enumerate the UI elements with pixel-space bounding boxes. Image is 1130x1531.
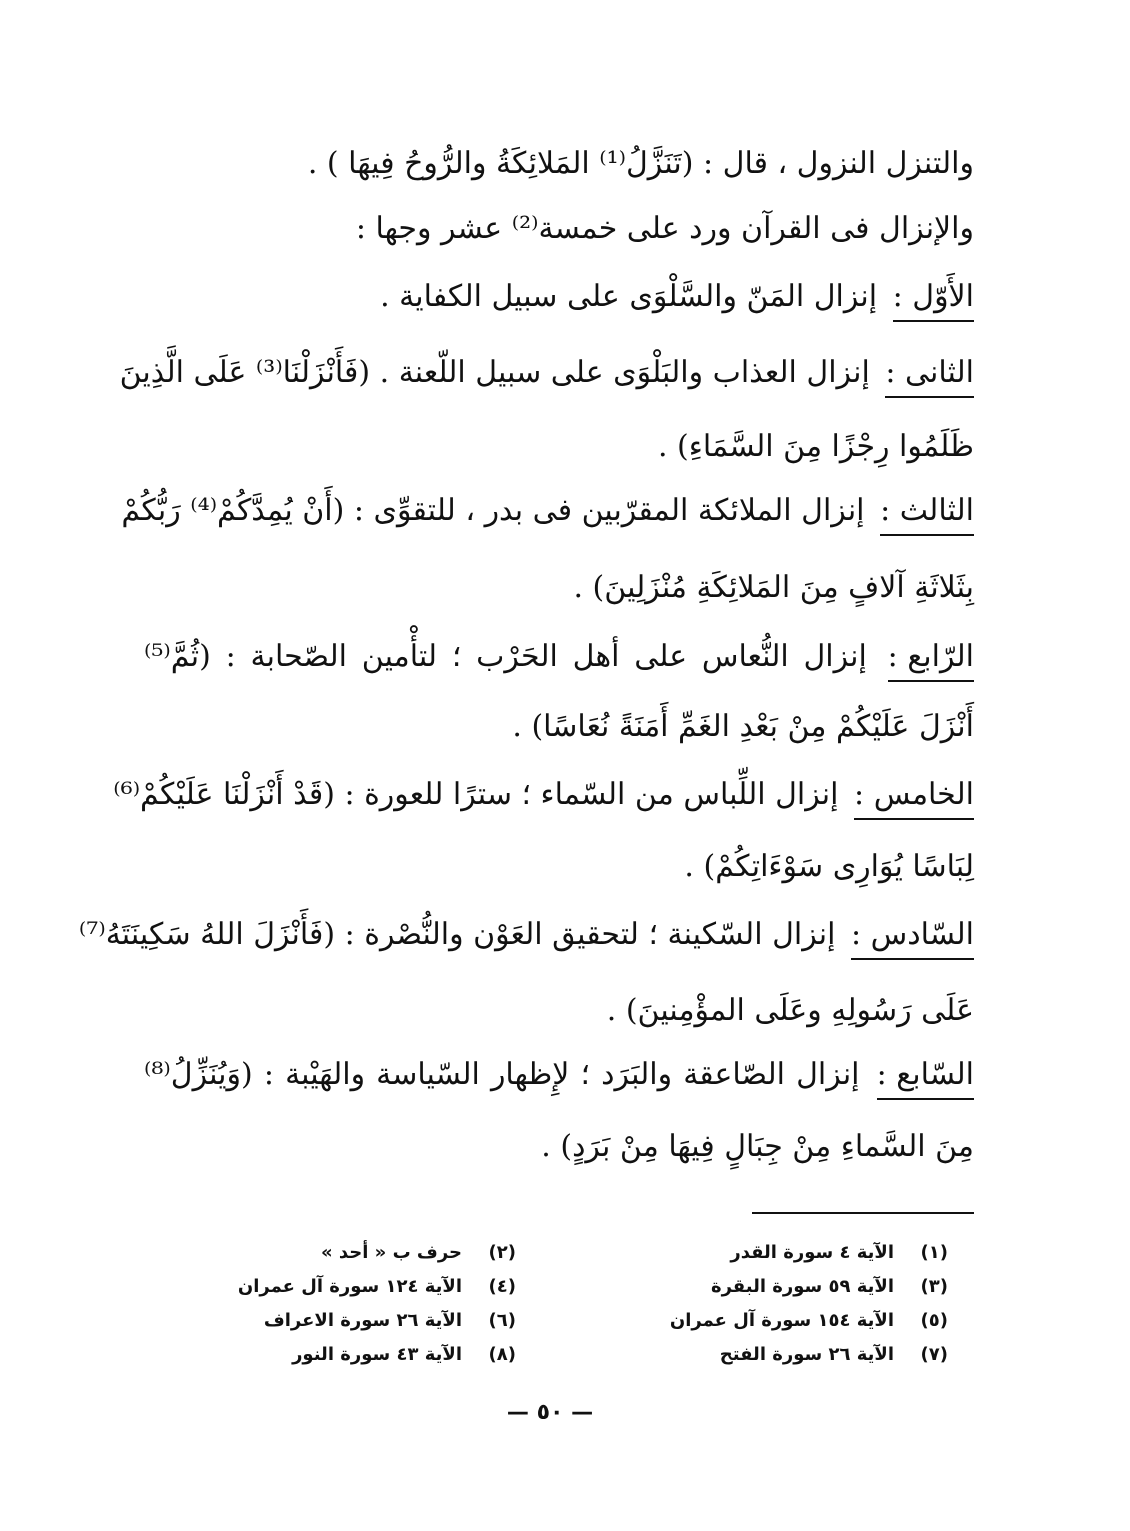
heading-first: الأَوّل : <box>893 276 974 322</box>
body-text: والإنزال فى القرآن ورد على خمسة⁽²⁾ عشر وجها : <box>355 211 974 246</box>
footnote-number: (٦) <box>488 1310 516 1331</box>
body-line-4 <box>119 352 974 398</box>
body-line-13 <box>144 990 974 1032</box>
body-text: إنزال المَنّ والسَّلْوَى على سبيل الكفاية . <box>380 279 878 314</box>
heading-fourth: الرّابع : <box>888 636 974 682</box>
body-text: إنزال اللِّباس من السّماء ؛ سترًا للعورة : (قَدْ أَنْزَلْنَا عَلَيْكُمْ⁽⁶⁾ <box>113 777 839 812</box>
body-text: ظَلَمُوا رِجْزًا مِنَ السَّمَاءِ) . <box>657 429 974 464</box>
heading-sixth: السّادس : <box>851 914 974 960</box>
footnote-1 <box>658 1240 948 1266</box>
body-text: عَلَى رَسُولِهِ وعَلَى المؤْمِنينَ) . <box>606 993 974 1028</box>
footnote-5 <box>658 1308 948 1334</box>
footnote-2 <box>196 1240 516 1266</box>
footnote-number: (٥) <box>920 1310 948 1331</box>
footnote-text: الآية ١٥٤ سورة آل عمران <box>669 1310 894 1331</box>
body-line-14 <box>144 1054 974 1100</box>
body-line-3 <box>144 276 974 322</box>
footnote-8 <box>196 1342 516 1368</box>
body-line-12 <box>78 914 974 960</box>
body-line-8 <box>144 636 974 682</box>
body-text: إنزال النُّعاس على أهل الحَرْب ؛ لتأْمين الصّحابة : (ثُمَّ⁽⁵⁾ <box>144 639 867 674</box>
heading-seventh: السّابع : <box>877 1054 974 1100</box>
body-line-10 <box>113 774 974 820</box>
heading-second: الثانى : <box>885 352 974 398</box>
body-text: والتنزل النزول ، قال : (تَنَزَّلُ⁽¹⁾ المَلائِكَةُ والرُّوحُ فِيهَا ) . <box>307 146 974 181</box>
footnote-text: الآية ٤ سورة القدر <box>730 1242 894 1263</box>
body-text: لِبَاسًا يُوَارِى سَوْءَاتِكُمْ) . <box>684 849 974 884</box>
footnote-text: الآية ٥٩ سورة البقرة <box>710 1276 894 1297</box>
footnote-number: (٧) <box>920 1344 948 1365</box>
body-text: إنزال الملائكة المقرّبين فى بدر ، للتقوِّى : (أَنْ يُمِدَّكُمْ⁽⁴⁾ رَبُّكُمْ <box>121 493 865 528</box>
body-text: إنزال العذاب والبَلْوَى على سبيل اللّعنة . (فَأَنْزَلْنَا⁽³⁾ عَلَى الَّذِينَ <box>119 355 870 390</box>
heading-third: الثالث : <box>880 490 974 536</box>
footnote-6 <box>196 1308 516 1334</box>
footnote-text: الآية ٤٣ سورة النور <box>292 1344 462 1365</box>
body-text: بِثَلاثَةِ آلافٍ مِنَ المَلائِكَةِ مُنْزَلِينَ) . <box>573 570 974 605</box>
body-text: مِنَ السَّماءِ مِنْ جِبَالٍ فِيهَا مِنْ بَرَدٍ) . <box>541 1129 974 1164</box>
footnote-number: (٢) <box>488 1242 516 1263</box>
body-line-2 <box>144 208 974 250</box>
body-line-9 <box>144 706 974 748</box>
footnote-number: (١) <box>920 1242 948 1263</box>
body-line-5 <box>144 426 974 468</box>
heading-fifth: الخامس : <box>854 774 974 820</box>
footnote-text: الآية ٢٦ سورة الاعراف <box>263 1310 462 1331</box>
body-line-6 <box>121 490 974 536</box>
body-line-15 <box>144 1126 974 1168</box>
body-text: إنزال السّكينة ؛ لتحقيق العَوْن والنُّصْرة : (فَأَنْزَلَ اللهُ سَكِينَتَهُ⁽⁷⁾ <box>78 917 836 952</box>
footnote-3 <box>658 1274 948 1300</box>
footnote-number: (٣) <box>920 1276 948 1297</box>
footnote-text: الآية ١٢٤ سورة آل عمران <box>237 1276 462 1297</box>
footnote-7 <box>658 1342 948 1368</box>
body-line-7 <box>144 567 974 609</box>
body-line-1 <box>144 143 974 185</box>
body-line-11 <box>144 846 974 888</box>
footnote-number: (٤) <box>488 1276 516 1297</box>
footnote-text: الآية ٢٦ سورة الفتح <box>719 1344 894 1365</box>
footnote-text: حرف ب « أحد » <box>320 1242 462 1263</box>
body-text: إنزال الصّاعقة والبَرَد ؛ لإِظهار السّياسة والهَيْبة : (وَيُنَزِّلُ⁽⁸⁾ <box>144 1057 860 1092</box>
body-text: أَنْزَلَ عَلَيْكُمْ مِنْ بَعْدِ الغَمِّ أَمَنَةً نُعَاسًا) . <box>512 709 974 744</box>
footnote-divider <box>752 1212 974 1214</box>
footnote-number: (٨) <box>488 1344 516 1365</box>
footnote-4 <box>196 1274 516 1300</box>
page-number: — ٥٠ — <box>506 1400 594 1425</box>
